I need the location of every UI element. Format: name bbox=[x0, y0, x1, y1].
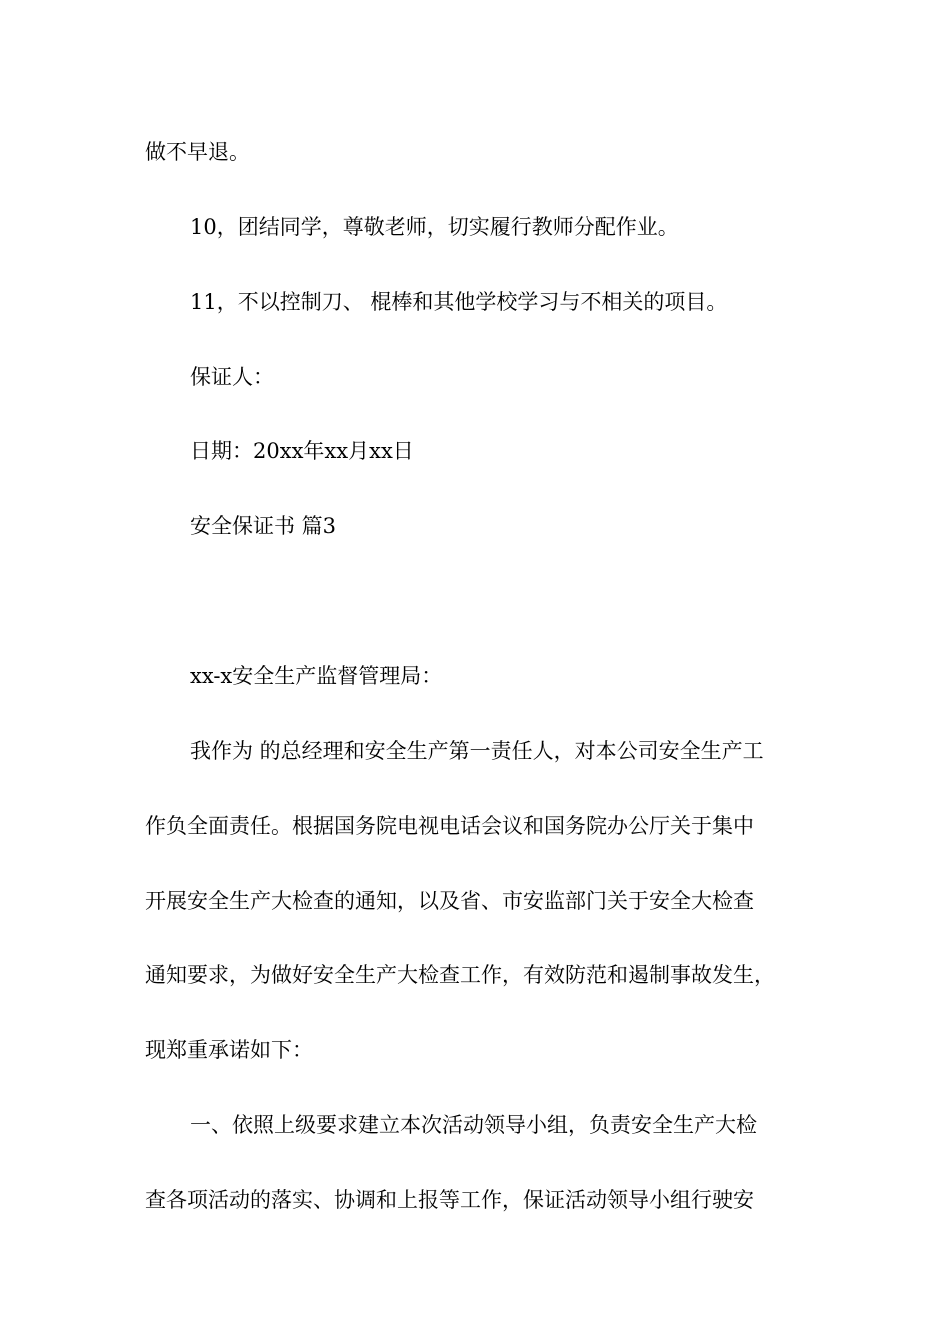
text-line: 11，不以控制刀、 棍棒和其他学校学习与不相关的项目。 bbox=[190, 290, 728, 314]
text-line: 现郑重承诺如下： bbox=[145, 1038, 313, 1062]
text-line: 查各项活动的落实、协调和上报等工作，保证活动领导小组行驶安 bbox=[145, 1188, 754, 1212]
addressee-line: xx-x安全生产监督管理局： bbox=[190, 664, 443, 688]
text-line: 作负全面责任。根据国务院电视电话会议和国务院办公厅关于集中 bbox=[145, 814, 754, 838]
text-line: 做不早退。 bbox=[145, 140, 250, 164]
text-line: 一、依照上级要求建立本次活动领导小组，负责安全生产大检 bbox=[190, 1113, 757, 1137]
text-line: 开展安全生产大检查的通知，以及省、市安监部门关于安全大检查 bbox=[145, 889, 754, 913]
text-line: 日期：20xx年xx月xx日 bbox=[190, 439, 414, 463]
text-line: 通知要求，为做好安全生产大检查工作，有效防范和遏制事故发生， bbox=[145, 963, 775, 987]
section-heading: 安全保证书 篇3 bbox=[190, 514, 337, 538]
text-line: 我作为 的总经理和安全生产第一责任人，对本公司安全生产工 bbox=[190, 739, 764, 763]
text-line: 保证人： bbox=[190, 365, 274, 389]
text-line: 10，团结同学，尊敬老师，切实履行教师分配作业。 bbox=[190, 215, 679, 239]
